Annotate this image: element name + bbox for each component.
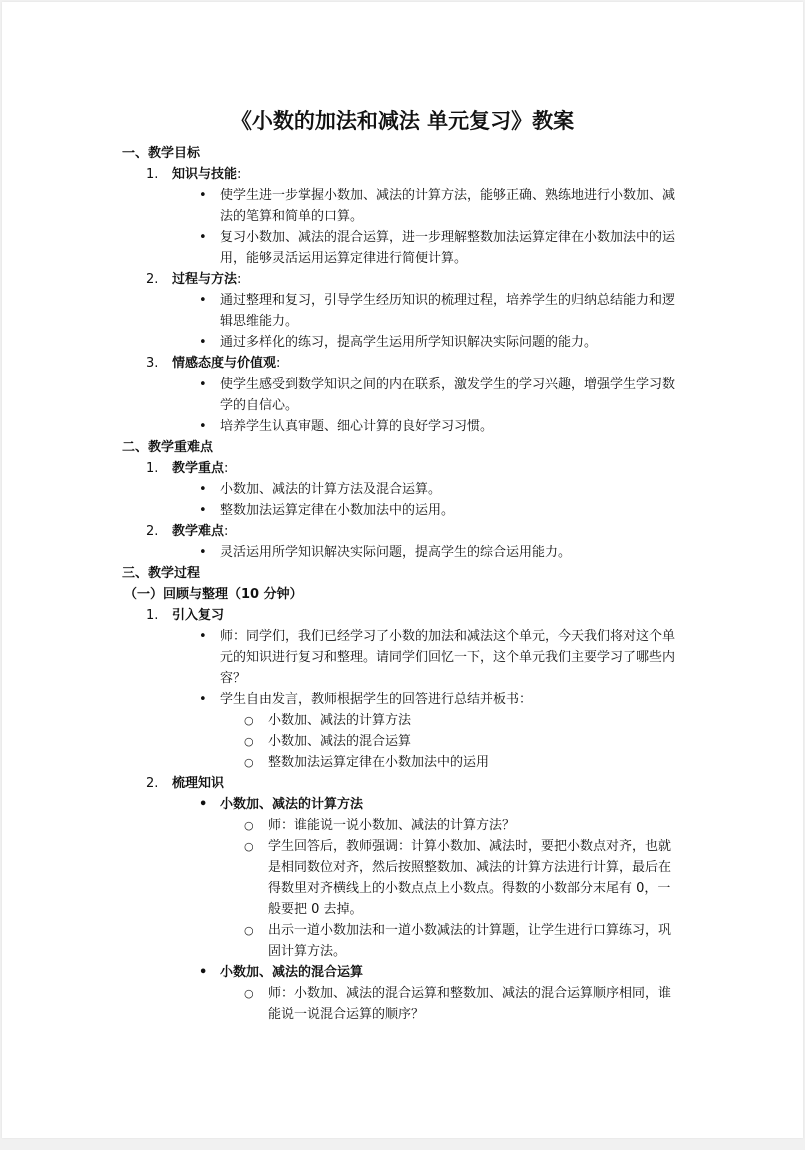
item-label: 教学难点: [172, 524, 225, 539]
item-colon: :: [224, 461, 229, 476]
bullet-icon: •: [199, 965, 208, 980]
bullet-icon: •: [199, 482, 207, 497]
sub-list-item: ○ 师：谁能说一说小数加、减法的计算方法？: [0, 815, 682, 836]
list-item: • 使学生感受到数学知识之间的内在联系，激发学生的学习兴趣，增强学生学习数学的自信心。: [0, 374, 682, 416]
bullet-icon: •: [199, 230, 207, 245]
sub-list-item: ○ 整数加法运算定律在小数加法中的运用: [0, 752, 682, 773]
bullet-icon: •: [199, 377, 207, 392]
key-point-item-2: [0, 521, 805, 542]
item-number: 2.: [146, 524, 159, 539]
process-item-2: [0, 773, 805, 794]
item-number: 1.: [146, 167, 159, 182]
item-number: 2.: [146, 272, 159, 287]
list-item: • 小数加、减法的计算方法及混合运算。: [0, 479, 682, 500]
sub-list-item: ○ 出示一道小数加法和一道小数减法的计算题，让学生进行口算练习，巩固计算方法。: [0, 920, 682, 962]
section-heading-objectives: 一、教学目标: [122, 146, 201, 161]
circle-bullet-icon: ○: [244, 756, 254, 769]
bullet-icon: •: [199, 692, 207, 707]
document-body: [0, 143, 805, 1025]
bullet-icon: •: [199, 545, 207, 560]
bullet-icon: •: [199, 335, 207, 350]
list-item: • 通过整理和复习，引导学生经历知识的梳理过程，培养学生的归纳总结能力和逻辑思维能力。: [0, 290, 682, 332]
list-item: • 整数加法运算定律在小数加法中的运用。: [0, 500, 682, 521]
section-heading-key-points: 二、教学重难点: [122, 440, 214, 455]
key-point-item-1: [0, 458, 805, 479]
bullet-icon: •: [199, 419, 207, 434]
item-colon: :: [276, 356, 281, 371]
sub-list-item: ○ 师：小数加、减法的混合运算和整数加、减法的混合运算顺序相同，谁能说一说混合运算的顺序？: [0, 983, 682, 1025]
item-number: 1.: [146, 608, 159, 623]
list-item: • 师：同学们，我们已经学习了小数的加法和减法这个单元，今天我们将对这个单元的知识进行复习和整理。请同学们回忆一下，这个单元我们主要学习了哪些内容？: [0, 626, 682, 689]
objective-item-1: [0, 164, 805, 185]
item-number: 2.: [146, 776, 159, 791]
item-number: 1.: [146, 461, 159, 476]
item-label: 过程与方法: [172, 272, 238, 287]
item-colon: :: [237, 272, 242, 287]
list-item: • 小数加、减法的计算方法: [0, 794, 682, 815]
item-colon: :: [224, 524, 229, 539]
circle-bullet-icon: ○: [244, 735, 254, 748]
item-label: 知识与技能: [172, 167, 238, 182]
list-item: • 学生自由发言，教师根据学生的回答进行总结并板书：: [0, 689, 682, 710]
item-label: 教学重点: [172, 461, 225, 476]
list-item: • 灵活运用所学知识解决实际问题，提高学生的综合运用能力。: [0, 542, 682, 563]
bullet-icon: •: [199, 293, 207, 308]
objective-item-2: [0, 269, 805, 290]
circle-bullet-icon: ○: [244, 819, 254, 832]
list-item: • 通过多样化的练习，提高学生运用所学知识解决实际问题的能力。: [0, 332, 682, 353]
section-heading-process: 三、教学过程: [122, 566, 201, 581]
list-item: • 小数加、减法的混合运算: [0, 962, 682, 983]
bullet-icon: •: [199, 503, 207, 518]
item-label: 情感态度与价值观: [172, 356, 277, 371]
item-colon: :: [237, 167, 242, 182]
item-label: 梳理知识: [172, 776, 225, 791]
circle-bullet-icon: ○: [244, 987, 254, 1000]
circle-bullet-icon: ○: [244, 924, 254, 937]
circle-bullet-icon: ○: [244, 840, 254, 853]
subsection-heading-review: （一）回顾与整理（10 分钟）: [124, 587, 303, 602]
list-item: • 使学生进一步掌握小数加、减法的计算方法，能够正确、熟练地进行小数加、减法的笔算和简单的口算。: [0, 185, 682, 227]
page-title: 《小数的加法和减法 单元复习》教案: [230, 109, 575, 133]
bullet-icon: •: [199, 797, 208, 812]
item-number: 3.: [146, 356, 159, 371]
bullet-icon: •: [199, 188, 207, 203]
sub-list-item: ○ 学生回答后，教师强调：计算小数加、减法时，要把小数点对齐，也就是相同数位对齐，然后按照整数加、减法的计算方法进行计算，最后在得数里对齐横线上的小数点点上小数点。得数的小数部分末尾有 0，一般要把 0 去掉。: [0, 836, 682, 920]
process-item-1: [0, 605, 805, 626]
list-item: • 复习小数加、减法的混合运算，进一步理解整数加法运算定律在小数加法中的运用，能够灵活运用运算定律进行简便计算。: [0, 227, 682, 269]
sub-list-item: ○ 小数加、减法的混合运算: [0, 731, 682, 752]
sub-list-item: ○ 小数加、减法的计算方法: [0, 710, 682, 731]
item-label: 引入复习: [172, 608, 225, 623]
circle-bullet-icon: ○: [244, 714, 254, 727]
objective-item-3: [0, 353, 805, 374]
bullet-icon: •: [199, 629, 207, 644]
list-item: • 培养学生认真审题、细心计算的良好学习习惯。: [0, 416, 682, 437]
